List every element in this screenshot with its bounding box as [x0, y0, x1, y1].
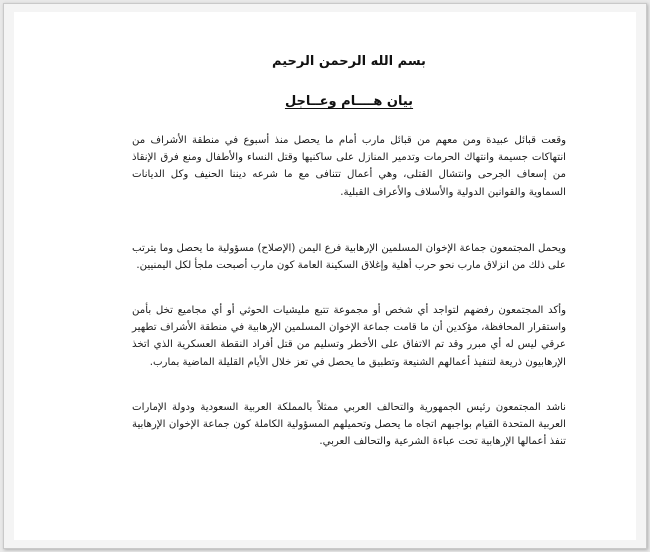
paragraph-4: ناشد المجتمعون رئيس الجمهورية والتحالف العربي ممثلاً بالمملكة العربية السعودية ودولة الإمارات العربية المتحدة القيام بواجبهم اتجاه ما يحصل وتحميلهم المسؤولية الكاملة كون جماعة الإخوان الإرهابية تنفذ أعمالها الإرهابية تحت عباءة الشرعية والتحالف العربي. — [132, 402, 566, 448]
paragraph-2: ويحمل المجتمعون جماعة الإخوان المسلمين الإرهابية فرع اليمن (الإصلاح) مسؤولية ما يحصل وما يترتب على ذلك من انزلاق مارب نحو حرب أهلية وإغلاق السكينة العامة كون مارب أصبحت ملجأ لكل اليمنيين. — [132, 243, 566, 272]
paragraph-3: وأكد المجتمعون رفضهم لتواجد أي شخص أو مجموعة تتبع مليشيات الحوثي أو أي مجاميع تخل بأمن واستقرار المحافظة، مؤكدين أن ما قامت جماعة الإخوان المسلمين الإرهابية في منطقة الأشراف تطهير عرقي ليس له أي مبرر وقد تم الاتفاق على الأخطر وتسليم من قتل أفراد النقطة العسكرية الذي اتخذ الإرهابيون ذريعة لتنفيذ أعمالهم الشنيعة وتطبيق ما يحصل في تعز خلال الأيام القليلة الماضية بمارب. — [132, 305, 566, 368]
basmala-heading: بسم الله الرحمن الرحيم — [272, 54, 426, 69]
document-frame — [3, 3, 647, 549]
document-page — [14, 12, 636, 540]
statement-title-text: بيان هــــام وعــاجل — [284, 94, 414, 109]
paragraph-1: وقعت قبائل عبيدة ومن معهم من قبائل مارب أمام ما يحصل منذ أسبوع في منطقة الأشراف من انتهاكات جسيمة وانتهاك الحرمات وتدمير المنازل على ساكنيها وقتل النساء والأطفال ومنع فرق الإنقاذ من إسعاف الجرحى وانتشال القتلى، وهي أعمال تتنافى مع ما شرعه ديننا الحنيف وكل الديانات السماوية والقوانين الدولية والأسلاف والأعراف القبلية. — [132, 135, 566, 198]
statement-title — [132, 94, 566, 109]
